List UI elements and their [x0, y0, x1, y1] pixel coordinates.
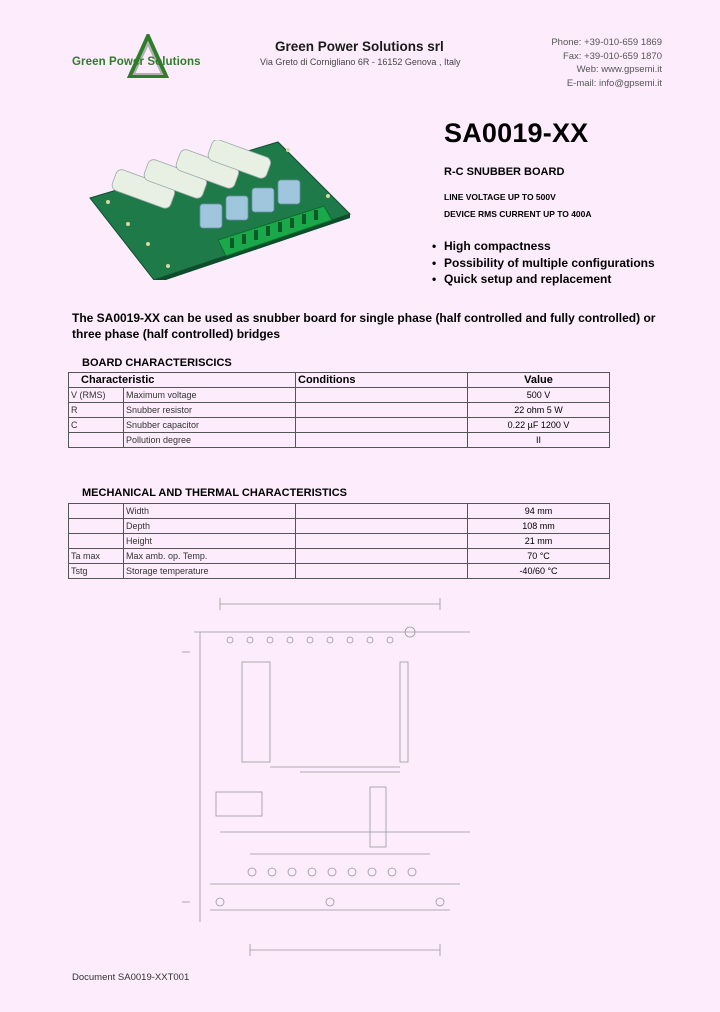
board-section-title: BOARD CHARACTERISCICS	[82, 357, 232, 369]
row-symbol	[69, 433, 124, 448]
board-characteristics-table	[68, 372, 610, 448]
device-current: DEVICE RMS CURRENT UP TO 400A	[444, 209, 592, 219]
contact-phone: Phone: +39-010-659 1869	[551, 37, 662, 48]
row-condition	[296, 403, 468, 418]
row-symbol: R	[69, 403, 124, 418]
product-description: The SA0019-XX can be used as snubber board for single phase (half controlled and fully controlled) or three phase (half controlled) bridges	[72, 311, 656, 341]
line-voltage: LINE VOLTAGE UP TO 500V	[444, 192, 556, 202]
row-name: Storage temperature	[124, 564, 296, 579]
header-value: Value	[468, 373, 610, 388]
row-name: Pollution degree	[124, 433, 296, 448]
mechanical-characteristics-table	[68, 503, 610, 579]
company-address: Via Greto di Cornigliano 6R - 16152 Genova , Italy	[260, 57, 461, 67]
row-symbol: Tstg	[69, 564, 124, 579]
row-name: Height	[124, 534, 296, 549]
row-condition	[296, 519, 468, 534]
row-value: 70 °C	[468, 549, 610, 564]
row-value: 94 mm	[468, 504, 610, 519]
row-value: 21 mm	[468, 534, 610, 549]
logo-text: Green Power Solutions	[72, 56, 201, 68]
table-row	[69, 534, 610, 549]
contact-email: E-mail: info@gpsemi.it	[566, 77, 662, 89]
bullet-icon: •	[432, 255, 437, 270]
row-symbol: Ta max	[69, 549, 124, 564]
table-row	[69, 388, 610, 403]
contact-fax: Fax: +39-010-659 1870	[562, 50, 662, 62]
row-symbol: C	[69, 418, 124, 433]
product-title: SA0019-XX	[444, 118, 589, 148]
row-name: Max amb. op. Temp.	[124, 549, 296, 564]
feature-item: • Quick setup and replacement	[432, 272, 612, 286]
company-name: Green Power Solutions srl	[275, 39, 444, 54]
mechanical-section-title: MECHANICAL AND THERMAL CHARACTERISTICS	[82, 487, 348, 499]
row-symbol	[69, 504, 124, 519]
row-condition	[296, 534, 468, 549]
row-condition	[296, 433, 468, 448]
row-value: 108 mm	[468, 519, 610, 534]
row-value: 500 V	[468, 388, 610, 403]
table-row	[69, 504, 610, 519]
row-condition	[296, 549, 468, 564]
feature-item: • High compactness	[432, 239, 551, 253]
table-row	[69, 418, 610, 433]
table-row	[69, 549, 610, 564]
row-name: Snubber capacitor	[124, 418, 296, 433]
row-value: 22 ohm 5 W	[468, 403, 610, 418]
row-condition	[296, 564, 468, 579]
table-row	[69, 433, 610, 448]
feature-item: • Possibility of multiple configurations	[432, 255, 655, 270]
row-symbol	[69, 519, 124, 534]
table-header-row	[69, 373, 610, 388]
feature-list	[432, 238, 655, 288]
row-name: Depth	[124, 519, 296, 534]
bullet-icon: •	[432, 272, 437, 286]
contact-block	[551, 36, 662, 90]
row-name: Width	[124, 504, 296, 519]
table-row	[69, 519, 610, 534]
row-condition	[296, 504, 468, 519]
header-conditions: Conditions	[296, 373, 468, 388]
row-symbol: V (RMS)	[69, 388, 124, 403]
row-symbol	[69, 534, 124, 549]
table-row	[69, 564, 610, 579]
table-row	[69, 403, 610, 418]
row-name: Snubber resistor	[124, 403, 296, 418]
row-value: 0.22 µF 1200 V	[468, 418, 610, 433]
bullet-icon: •	[432, 239, 437, 253]
mechanical-drawing	[170, 592, 480, 962]
row-name: Maximum voltage	[124, 388, 296, 403]
row-value: II	[468, 433, 610, 448]
document-reference: Document SA0019-XXT001	[72, 972, 190, 983]
row-value: -40/60 °C	[468, 564, 610, 579]
row-condition	[296, 418, 468, 433]
contact-web: Web: www.gpsemi.it	[576, 64, 662, 75]
header-characteristic: Characteristic	[69, 373, 296, 388]
product-subtitle: R-C SNUBBER BOARD	[444, 166, 565, 178]
product-photo	[88, 140, 388, 280]
row-condition	[296, 388, 468, 403]
